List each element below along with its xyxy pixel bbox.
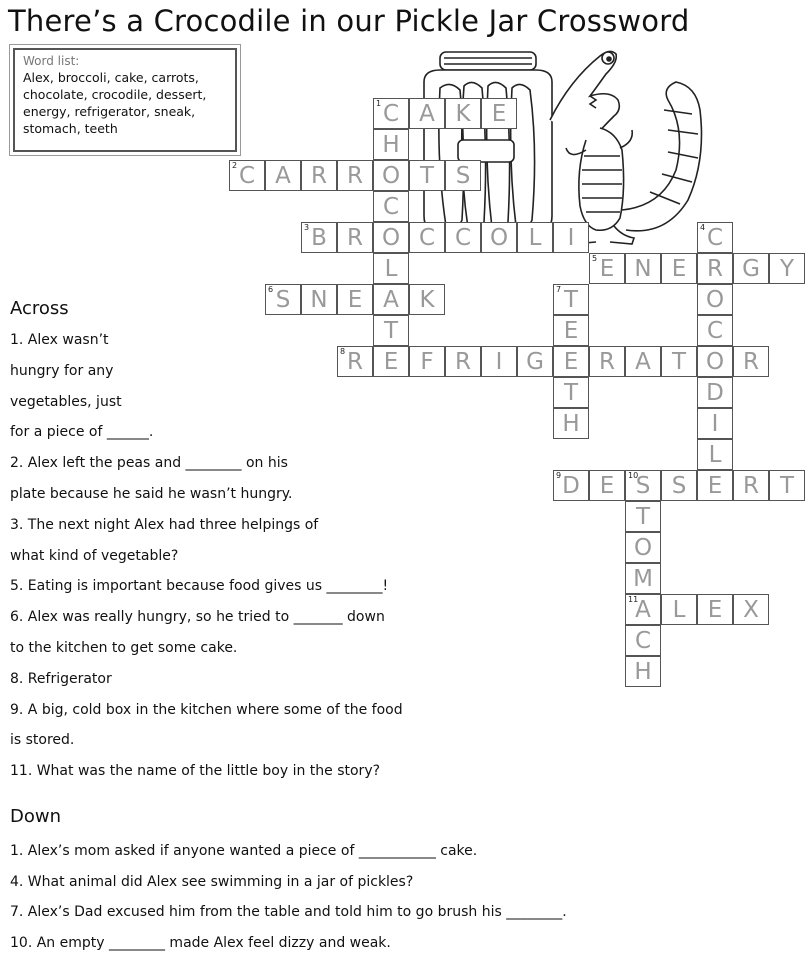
cell-letter: A (635, 597, 651, 623)
crossword-cell[interactable] (697, 439, 733, 470)
down-clue-line: 1. Alex’s mom asked if anyone wanted a piece of ___________ cake. (10, 843, 478, 859)
cell-letter: G (742, 256, 760, 282)
cell-letter: X (743, 597, 759, 623)
cell-letter: R (743, 473, 759, 499)
clue-number: 7 (556, 285, 562, 294)
cell-letter: R (455, 349, 471, 375)
crossword-cell[interactable] (661, 253, 697, 284)
cell-letter: S (275, 287, 291, 313)
cell-letter: N (310, 287, 328, 313)
cell-letter: A (383, 287, 399, 313)
crossword-cell[interactable] (481, 98, 517, 129)
crossword-cell[interactable] (625, 346, 661, 377)
across-clue-line: 3. The next night Alex had three helpings of (10, 516, 319, 533)
cell-letter: G (526, 349, 544, 375)
crossword-cell[interactable] (697, 594, 733, 625)
cell-letter: C (706, 225, 724, 251)
cell-letter: S (671, 473, 687, 499)
crossword-cell[interactable] (409, 284, 445, 315)
crossword-cell[interactable] (373, 191, 409, 222)
cell-letter: C (418, 225, 436, 251)
crossword-cell[interactable] (409, 160, 445, 191)
cell-letter: T (563, 287, 579, 313)
crossword-cell[interactable] (445, 222, 481, 253)
across-clue-line: 1. Alex wasn’t (10, 332, 109, 348)
crossword-cell[interactable] (553, 470, 589, 501)
crossword-cell[interactable] (697, 377, 733, 408)
cell-letter: I (567, 225, 575, 251)
crossword-cell[interactable] (661, 594, 697, 625)
crossword-cell[interactable] (733, 470, 769, 501)
across-heading: Across (10, 298, 69, 319)
across-clue-line: what kind of vegetable? (10, 547, 179, 564)
crossword-cell[interactable] (265, 160, 301, 191)
cell-letter: C (706, 318, 724, 344)
cell-letter: T (419, 163, 435, 189)
cell-letter: R (347, 349, 363, 375)
crossword-cell[interactable] (589, 346, 625, 377)
cell-letter: R (347, 163, 363, 189)
cell-letter: E (671, 256, 687, 282)
cell-letter: R (347, 225, 363, 251)
crossword-cell[interactable] (661, 346, 697, 377)
cell-letter: O (489, 225, 509, 251)
crossword-cell[interactable] (373, 160, 409, 191)
crossword-cell[interactable] (625, 594, 661, 625)
across-clue-line: for a piece of ______. (10, 424, 154, 441)
crossword-cell[interactable] (301, 222, 337, 253)
cell-letter: E (491, 101, 507, 127)
crossword-cell[interactable] (553, 377, 589, 408)
crossword-cell[interactable] (553, 315, 589, 346)
crossword-cell[interactable] (445, 98, 481, 129)
across-clue-line: vegetables, just (10, 393, 122, 410)
crossword-cell[interactable] (733, 594, 769, 625)
cell-letter: T (635, 504, 651, 530)
crossword-cell[interactable] (301, 160, 337, 191)
cell-letter: B (311, 225, 327, 251)
crossword-cell[interactable] (553, 408, 589, 439)
cell-letter: R (743, 349, 759, 375)
cell-letter: M (633, 566, 653, 592)
cell-letter: L (672, 597, 686, 623)
cell-letter: K (419, 287, 435, 313)
crossword-cell[interactable] (373, 284, 409, 315)
cell-letter: O (381, 163, 401, 189)
cell-letter: D (562, 473, 580, 499)
crossword-cell[interactable] (337, 160, 373, 191)
cell-letter: D (706, 380, 724, 406)
crossword-cell[interactable] (733, 346, 769, 377)
crossword-cell[interactable] (661, 470, 697, 501)
cell-letter: E (707, 473, 723, 499)
across-clue-line: 8. Refrigerator (10, 670, 112, 687)
cell-letter: S (455, 163, 471, 189)
across-clue-line: to the kitchen to get some cake. (10, 640, 238, 656)
crossword-cell[interactable] (337, 222, 373, 253)
across-clue-line: is stored. (10, 732, 75, 749)
cell-letter: I (495, 349, 503, 375)
cell-letter: R (707, 256, 723, 282)
cell-letter: T (671, 349, 687, 375)
crossword-cell[interactable] (697, 470, 733, 501)
crossword-cell[interactable] (553, 284, 589, 315)
word-list-box (13, 48, 237, 152)
cell-letter: C (382, 101, 400, 127)
cell-letter: H (382, 132, 400, 158)
clue-number: 9 (556, 471, 562, 480)
across-clue-line: 9. A big, cold box in the kitchen where some of the food (10, 701, 403, 718)
crossword-cell[interactable] (697, 315, 733, 346)
crossword-cell[interactable] (373, 98, 409, 129)
crossword-cell[interactable] (697, 346, 733, 377)
crossword-cell[interactable] (481, 346, 517, 377)
cell-letter: E (563, 349, 579, 375)
cell-letter: E (599, 473, 615, 499)
crossword-cell[interactable] (553, 222, 589, 253)
crossword-cell[interactable] (625, 625, 661, 656)
crossword-cell[interactable] (337, 284, 373, 315)
crossword-cell[interactable] (409, 222, 445, 253)
cell-letter: A (419, 101, 435, 127)
cell-letter: L (384, 256, 398, 282)
crossword-cell[interactable] (589, 253, 625, 284)
crossword-cell[interactable] (373, 346, 409, 377)
clue-number: 11 (628, 595, 639, 604)
cell-letter: L (528, 225, 542, 251)
crossword-cell[interactable] (229, 160, 265, 191)
cell-letter: S (635, 473, 651, 499)
crossword-cell[interactable] (445, 346, 481, 377)
cell-letter: I (711, 411, 719, 437)
cell-letter: E (599, 256, 615, 282)
cell-letter: O (705, 287, 725, 313)
crossword-cell[interactable] (697, 284, 733, 315)
clue-number: 3 (304, 223, 310, 232)
crossword-cell[interactable] (517, 222, 553, 253)
clue-number: 1 (376, 99, 382, 108)
cell-letter: C (238, 163, 256, 189)
down-clue-line: 10. An empty ________ made Alex feel dizzy and weak. (10, 935, 391, 952)
crossword-cell[interactable] (697, 222, 733, 253)
crossword-cell[interactable] (589, 470, 625, 501)
crossword-cell[interactable] (769, 253, 805, 284)
crossword-cell[interactable] (697, 253, 733, 284)
down-heading: Down (10, 806, 62, 827)
cell-letter: C (454, 225, 472, 251)
cell-letter: H (562, 411, 580, 437)
cell-letter: T (383, 318, 399, 344)
cell-letter: A (635, 349, 651, 375)
across-clue-line: 11. What was the name of the little boy in the story? (10, 763, 381, 780)
cell-letter: E (707, 597, 723, 623)
pickle-jar-crocodile-illustration (400, 30, 720, 250)
page-title: There’s a Crocodile in our Pickle Jar Crossword (8, 4, 690, 38)
crossword-cell[interactable] (625, 532, 661, 563)
crossword-cell[interactable] (625, 501, 661, 532)
crossword-cell[interactable] (553, 346, 589, 377)
crossword-cell[interactable] (733, 253, 769, 284)
crossword-cell[interactable] (265, 284, 301, 315)
across-clue-line: 6. Alex was really hungry, so he tried to _______ down (10, 609, 385, 626)
cell-letter: O (633, 535, 653, 561)
crossword-cell[interactable] (373, 315, 409, 346)
crossword-cell[interactable] (301, 284, 337, 315)
across-clue-line: hungry for any (10, 362, 114, 379)
word-list-words: Alex, broccoli, cake, carrots, chocolate, crocodile, dessert, energy, refrigerator, sneak, stomach, teeth (23, 70, 207, 136)
cell-letter: Y (779, 256, 795, 282)
cell-letter: N (634, 256, 652, 282)
cell-letter: T (563, 380, 579, 406)
crossword-cell[interactable] (625, 656, 661, 687)
crossword-cell[interactable] (517, 346, 553, 377)
cell-letter: O (381, 225, 401, 251)
crossword-cell[interactable] (481, 222, 517, 253)
crossword-cell[interactable] (445, 160, 481, 191)
crossword-cell[interactable] (625, 470, 661, 501)
crossword-cell[interactable] (769, 470, 805, 501)
clue-number: 10 (628, 471, 639, 480)
cell-letter: C (382, 194, 400, 220)
cell-letter: H (634, 659, 652, 685)
clue-number: 8 (340, 347, 346, 356)
cell-letter: A (275, 163, 291, 189)
crossword-cell[interactable] (337, 346, 373, 377)
crossword-cell[interactable] (697, 408, 733, 439)
down-clue-line: 4. What animal did Alex see swimming in a jar of pickles? (10, 873, 414, 890)
crossword-cell[interactable] (409, 98, 445, 129)
cell-letter: E (383, 349, 399, 375)
crossword-cell[interactable] (625, 253, 661, 284)
cell-letter: K (455, 101, 471, 127)
cell-letter: R (599, 349, 615, 375)
cell-letter: R (311, 163, 327, 189)
cell-letter: E (563, 318, 579, 344)
cell-letter: C (634, 628, 652, 654)
cell-letter: F (420, 349, 434, 375)
cell-letter: T (779, 473, 795, 499)
crossword-cell[interactable] (625, 563, 661, 594)
clue-number: 2 (232, 161, 238, 170)
across-clue-line: plate because he said he wasn’t hungry. (10, 486, 293, 502)
clue-number: 6 (268, 285, 274, 294)
word-list-label: Word list: (23, 54, 80, 68)
clue-number: 5 (592, 254, 598, 263)
cell-letter: L (708, 442, 722, 468)
cell-letter: O (705, 349, 725, 375)
crossword-cell[interactable] (373, 253, 409, 284)
cell-letter: E (347, 287, 363, 313)
clue-number: 4 (700, 223, 706, 232)
crossword-cell[interactable] (373, 222, 409, 253)
crossword-cell[interactable] (409, 346, 445, 377)
crossword-cell[interactable] (373, 129, 409, 160)
down-clue-line: 7. Alex’s Dad excused him from the table and told him to go brush his ________. (10, 904, 567, 921)
across-clue-line: 5. Eating is important because food gives us ________! (10, 578, 389, 595)
across-clue-line: 2. Alex left the peas and ________ on his (10, 455, 288, 472)
